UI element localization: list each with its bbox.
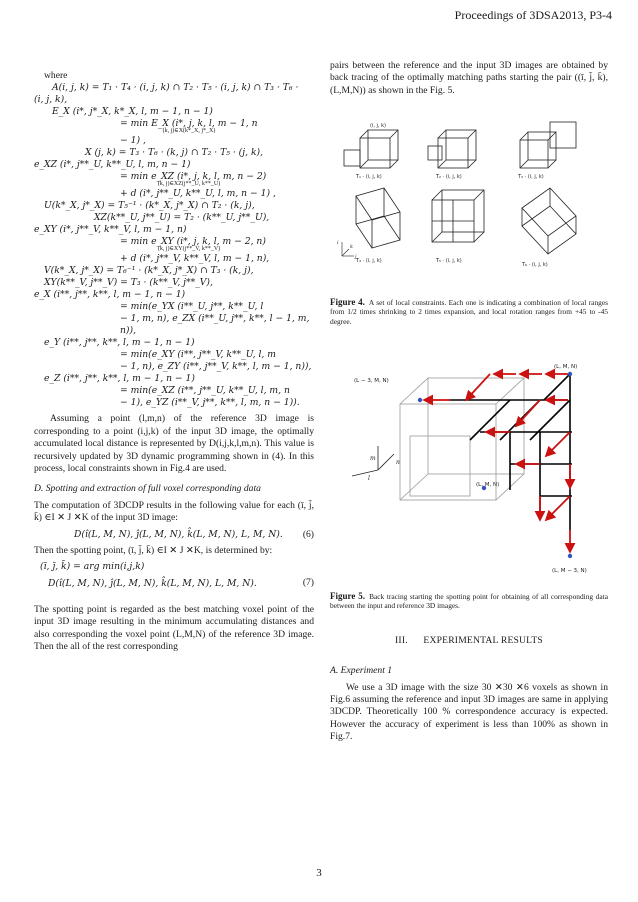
equation-eXY-line1: e_XY (i*, j**_V, k**_V, l, m − 1, n) bbox=[34, 224, 187, 236]
equation-ex-line3: − 1, m, n), e_ZX (i**_U, j**, k**, l − 1, m, n)), bbox=[120, 313, 310, 337]
fig4-label-T2: T₂ · (i, j, k) bbox=[436, 174, 462, 180]
where-label: where bbox=[44, 70, 68, 81]
equation-ey-line1: e_Y (i**, j**, k**, l, m − 1, n − 1) bbox=[44, 337, 195, 349]
figure-4-caption-text: A set of local constraints. Each one is indicating a combination of local ranges from 1/2 times shrinking to 2 times expansion, and local rotation ranges from +45 to -45 degree. bbox=[330, 298, 608, 326]
running-header: Proceedings of 3DSA2013, P3-4 bbox=[454, 8, 612, 22]
fig4-label-T6: T₆ · (i, j, k) bbox=[522, 262, 548, 268]
paragraph-computation: The computation of 3DCDP results in the following value for each (ī, j̄, k̄) ∈I ✕ J ✕K of the input 3D image: bbox=[34, 499, 314, 524]
page-number: 3 bbox=[316, 867, 322, 879]
equation-ez-line1: e_Z (i**, j**, k**, l, m − 1, n − 1) bbox=[44, 373, 195, 385]
constraint-cube-T1 bbox=[344, 130, 398, 168]
figure-4-caption-label: Figure 4. bbox=[330, 297, 365, 307]
fig5-axis-n: n bbox=[396, 459, 400, 466]
equation-7-line2: D(î(L, M, N), ĵ(L, M, N), k̂(L, M, N), L, M, N). bbox=[48, 577, 257, 589]
equation-eXZ-subscript: (k, j)∈XZ(j**_U, k**_U) bbox=[157, 181, 221, 188]
fig4-axis-k: k bbox=[350, 244, 354, 250]
figure-4-caption bbox=[330, 294, 608, 330]
equation-eXY-line2: = min e_XY (i*, j, k, l, m − 2, n) bbox=[120, 236, 266, 248]
figure-4-local-constraints bbox=[336, 116, 598, 286]
figure-5-caption-label: Figure 5. bbox=[330, 591, 366, 601]
section-name: EXPERIMENTAL RESULTS bbox=[423, 634, 543, 646]
constraint-cube-T5 bbox=[432, 190, 484, 242]
equation-6: D(î(L, M, N), ĵ(L, M, N), k̂(L, M, N), L, M, N). bbox=[74, 528, 283, 540]
equation-U: U(k*_X, j*_X) = T₅⁻¹ · (k*_X, j*_X) ∩ T₂ · (k, j), bbox=[44, 200, 255, 212]
paragraph-experiment-1: We use a 3D image with the size 30 ✕30 ✕6 voxels as shown in Fig.6 assuming the reference and input 3D images are same in applying 3DCDP. Theoretically 100 % correspondence accuracy is expected. However the accuracy of experiment is less than 100% as shown in Fig.7. bbox=[330, 681, 608, 743]
figure-5-back-tracing bbox=[340, 360, 602, 582]
equation-eXZ-line3: + d (i*, j**_U, k**_U, l, m, n − 1) , bbox=[120, 188, 276, 200]
section-heading-spotting: D. Spotting and extraction of full voxel corresponding data bbox=[34, 483, 261, 495]
left-column bbox=[34, 70, 314, 658]
equation-ey-line3: − 1, n), e_ZY (i**, j**_V, k**, l, m − 1, n)), bbox=[120, 361, 312, 373]
section-title-experimental bbox=[330, 635, 608, 647]
equation-eXY-subscript: (k, j)∈XY(j**_V, k**_V) bbox=[157, 246, 221, 253]
fig5-axis-l: l bbox=[368, 475, 370, 482]
paragraph-spotting-point: Then the spotting point, (ī, j̄, k̄) ∈I ✕ J ✕K, is determined by: bbox=[34, 545, 273, 557]
fig4-label-ijk: (i, j, k) bbox=[370, 123, 386, 129]
equation-X: X (j, k) = T₃ · T₆ · (k, j) ∩ T₂ · T₅ · (j, k), bbox=[84, 147, 264, 159]
fig5-axis-m: m bbox=[370, 455, 376, 462]
equation-ez-line2: = min(e_XZ (i**, j**_U, k**_U, l, m, n bbox=[120, 385, 290, 397]
paragraph-back-tracing: pairs between the reference and the input 3D images are obtained by back tracing of the optimally matching paths starting the pair ((ī, j̄, k̄), (L,M,N)) as shown in the Fig. 5. bbox=[330, 60, 608, 96]
fig5-label-top-right: (L, M, N) bbox=[554, 364, 578, 370]
fig4-label-T3: T₃ · (i, j, k) bbox=[518, 174, 544, 180]
equation-ez-line3: − 1), e_YZ (i**_V, j**, k**, l, m, n − 1)). bbox=[120, 397, 300, 409]
equation-ey-line2: = min(e_XY (i**, j**_V, k**_U, l, m bbox=[120, 349, 276, 361]
fig4-label-T4: T₄ · (i, j, k) bbox=[356, 258, 382, 264]
fig4-axis-j: j bbox=[355, 254, 357, 260]
equation-V: V(k*_X, j*_X) = T₆⁻¹ · (k*_X, j*_X) ∩ T₃ · (k, j), bbox=[44, 265, 254, 277]
figure-5-caption-text: Back tracing starting the spotting point for obtaining of all corresponding data between the input and reference 3D images. bbox=[330, 592, 608, 611]
equation-Ex-line2: = min E_X (i*, j, k, l, m − 1, n bbox=[120, 118, 258, 130]
equation-Ex-subscript: (k, j)∈X(k*_X, j*_X) bbox=[162, 128, 216, 135]
subsection-heading-experiment-1: A. Experiment 1 bbox=[330, 665, 393, 677]
constraint-cube-T2 bbox=[428, 130, 476, 168]
equation-7-number: (7) bbox=[302, 577, 314, 589]
paragraph-assuming: Assuming a point (l,m,n) of the reference 3D image is corresponding to a point (i,j,k) of the input 3D image, the optimally accumulated local distance is represented by D(i,j,k,l,m,n). This value is recursively updated by 3D dynamic programming shown in (4). In this process, local constraints shown in Fig.4 are used. bbox=[34, 413, 314, 475]
equation-Ex-line3: − 1) , bbox=[120, 135, 146, 147]
equation-A-cont: (i, j, k), bbox=[34, 94, 68, 106]
equation-XY: XY(k**_V, j**_V) = T₃ · (k**_V, j**_V), bbox=[44, 277, 213, 289]
section-number: III. bbox=[395, 634, 408, 646]
equation-A: A(i, j, k) = T₁ · T₄ · (i, j, k) ∩ T₂ · T₅ · (i, j, k) ∩ T₃ · T₆ · bbox=[52, 82, 299, 94]
fig5-label-left: (L − 3, M, N) bbox=[354, 378, 389, 384]
right-column bbox=[330, 60, 608, 101]
fig5-label-mid: (L, M, N) bbox=[476, 482, 500, 488]
equation-ex-line1: e_X (i**, j**, k**, l, m − 1, n − 1) bbox=[34, 289, 186, 301]
equation-7-row bbox=[34, 577, 314, 589]
fig4-axis-i: i bbox=[337, 240, 339, 246]
figure-5-caption-block bbox=[330, 588, 608, 748]
fig5-grey-cube bbox=[400, 378, 524, 500]
constraint-cube-T3 bbox=[520, 122, 576, 168]
paragraph-best-matching: The spotting point is regarded as the best matching voxel point of the input 3D image resulting in the minimum accumulating distances and also corresponding the voxel point (L,M,N) of the reference 3D image. Then the all of the rest corresponding bbox=[34, 603, 314, 653]
equation-eXZ-line2: = min e_XZ (i*, j, k, l, m, n − 2) bbox=[120, 171, 267, 183]
equation-6-number: (6) bbox=[302, 528, 314, 540]
constraint-cube-T4 bbox=[356, 188, 400, 248]
constraint-cube-T6 bbox=[522, 188, 576, 254]
equation-6-row bbox=[34, 529, 314, 541]
equation-XZ: XZ(k**_U, j**_U) = T₂ · (k**_U, j**_U), bbox=[94, 212, 270, 224]
equation-ex-line2: = min(e_YX (i**_U, j**, k**_U, l bbox=[120, 301, 264, 313]
fig4-label-T5: T₅ · (i, j, k) bbox=[436, 258, 462, 264]
fig4-label-T1: T₁ · (i, j, k) bbox=[356, 174, 382, 180]
fig5-label-bottom-right: (L, M − 3, N) bbox=[552, 568, 587, 574]
equation-eXZ-line1: e_XZ (i*, j**_U, k**_U, l, m, n − 1) bbox=[34, 159, 191, 171]
equation-eXY-line3: + d (i*, j**_V, k**_V, l, m − 1, n), bbox=[120, 253, 270, 265]
equation-Ex-line1: E_X (i*, j*_X, k*_X, l, m − 1, n − 1) bbox=[52, 106, 213, 118]
equation-7-line1: (ī, j̄, k̄) = arg min(i,j,k) bbox=[40, 561, 145, 573]
